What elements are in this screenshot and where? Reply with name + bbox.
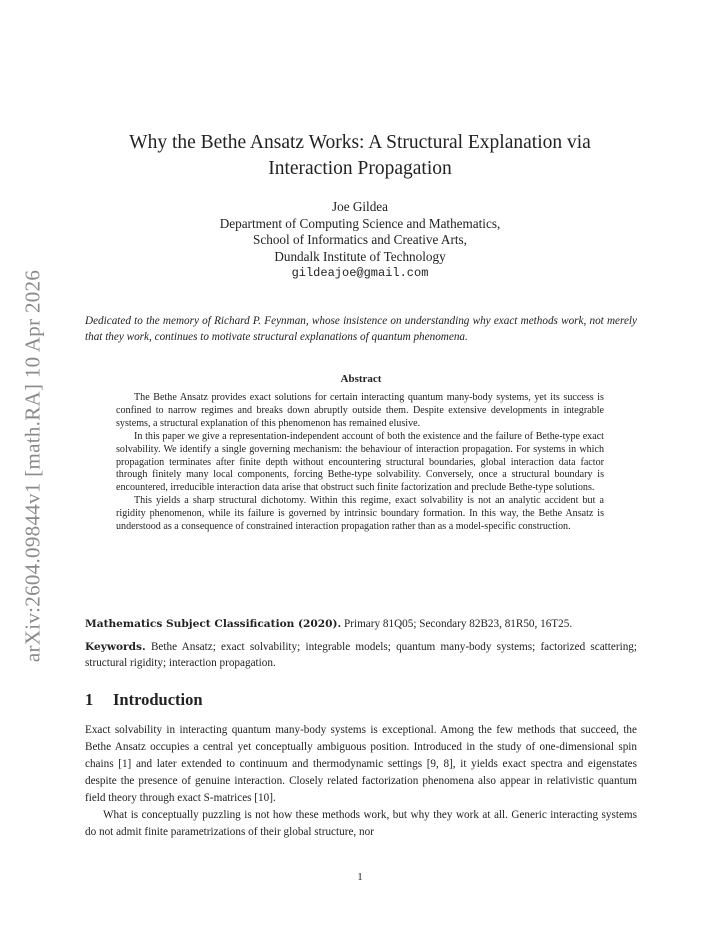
msc-label: Mathematics Subject Classification (2020).: [85, 618, 342, 630]
keywords: [85, 639, 637, 671]
msc-text: Primary 81Q05; Secondary 82B23, 81R50, 16T25.: [344, 618, 573, 630]
keywords-text: Bethe Ansatz; exact solvability; integrable models; quantum many-body systems; factorized scattering; structural rigidity; interaction propagation.: [85, 641, 637, 669]
introduction-body: [85, 722, 637, 841]
page-number: 1: [357, 871, 363, 883]
abstract-paragraph-2: In this paper we give a representation-independent account of both the existence and the failure of Bethe-type exact solvability. We identify a single governing mechanism: the behaviour of interaction propagation. For systems in which propagation terminates after finite depth without encountering structural boundaries, global interaction data factor through finitely many local components, forcing Bethe-type solvability. Conversely, once a structural boundary is encountered, irreducible interaction data arise that obstruct such finite factorization and preclude Bethe-type solutions.: [116, 430, 604, 494]
intro-paragraph-1: Exact solvability in interacting quantum many-body systems is exceptional. Among the few methods that succeed, the Bethe Ansatz occupies a central yet conceptually ambiguous position. Introduced in the study of one-dimensional spin chains [1] and later extended to continuum and thermodynamic settings [9, 8], it yields exact spectra and eigenstates despite the presence of genuine interaction. Closely related factorization phenomena also appear in relativistic quantum field theory through exact S-matrices [10].: [85, 724, 637, 804]
section-number: 1: [85, 690, 94, 709]
author-affiliation-2: School of Informatics and Creative Arts,: [253, 232, 467, 248]
dedication: Dedicated to the memory of Richard P. Feynman, whose insistence on understanding why exact methods work, not merely that they work, continues to motivate structural explanations of quantum phenomena.: [85, 315, 637, 343]
title-line-2: Interaction Propagation: [268, 158, 452, 179]
author-block: [90, 199, 630, 282]
abstract: [116, 392, 604, 534]
abstract-paragraph-1: The Bethe Ansatz provides exact solutions for certain interacting quantum many-body systems, yet its success is confined to narrow regimes and breaks down abruptly outside them. Despite extensive developments in integrable systems, a structural explanation of this phenomenon has remained elusive.: [116, 392, 604, 429]
keywords-label: Keywords.: [85, 641, 146, 653]
intro-paragraph-2: What is conceptually puzzling is not how these methods work, but why they work at all. Generic interacting systems do not admit finite parametrizations of their global structure, nor: [85, 809, 637, 838]
section-title: Introduction: [113, 690, 203, 709]
section-heading: [85, 690, 203, 710]
author-affiliation-1: Department of Computing Science and Mathematics,: [219, 215, 501, 231]
paper-title: [90, 130, 630, 182]
abstract-heading: Abstract: [340, 373, 382, 385]
title-line-1: Why the Bethe Ansatz Works: A Structural Explanation via: [129, 132, 591, 153]
author-name: Joe Gildea: [331, 199, 389, 214]
author-email[interactable]: gildeajoe@gmail.com: [291, 266, 429, 281]
author-affiliation-3: Dundalk Institute of Technology: [274, 248, 446, 264]
abstract-paragraph-3: This yields a sharp structural dichotomy. Within this regime, exact solvability is not an analytic accident but a rigidity phenomenon, while its failure is governed by intrinsic boundary formation. In this way, the Bethe Ansatz is understood as a consequence of constrained interaction propagation rather than as a model-specific construction.: [116, 495, 604, 533]
msc-classification: [85, 616, 637, 632]
arxiv-stamp-text: arXiv:2604.09844v1 [math.RA] 10 Apr 2026: [20, 269, 45, 663]
